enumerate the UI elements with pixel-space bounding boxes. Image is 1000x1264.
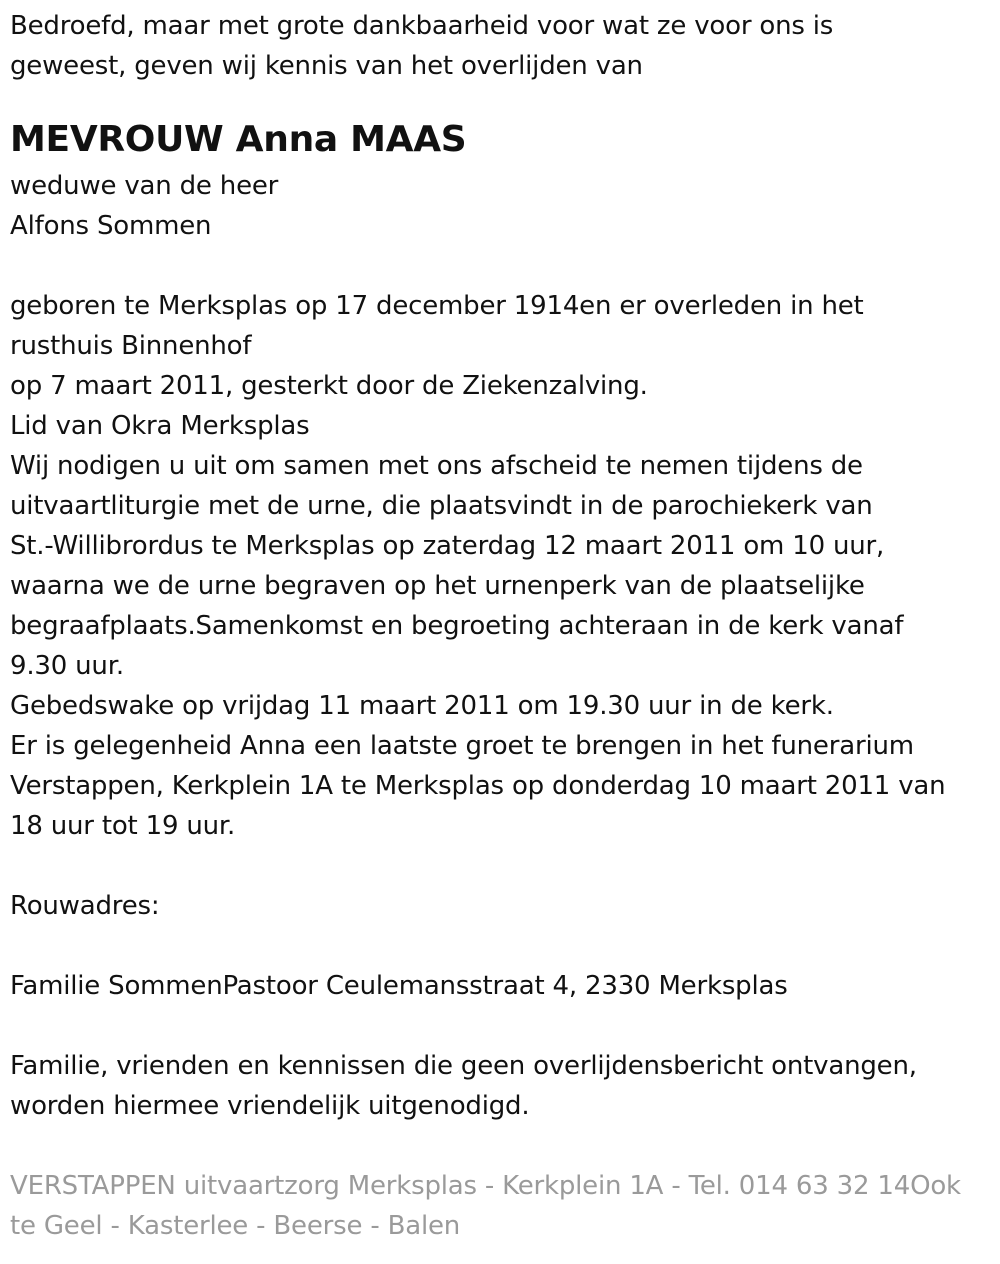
deceased-name: MEVROUW Anna MAAS <box>10 119 467 160</box>
details-line: rusthuis Binnenhof <box>10 331 252 361</box>
relation-line: Alfons Sommen <box>10 211 212 241</box>
details-line: 9.30 uur. <box>10 651 124 681</box>
relation-line: weduwe van de heer <box>10 171 279 201</box>
details-line: uitvaartliturgie met de urne, die plaatsvindt in de parochiekerk van <box>10 491 873 521</box>
relation-text <box>10 166 995 246</box>
intro-line: Bedroefd, maar met grote dankbaarheid voor wat ze voor ons is <box>10 11 834 41</box>
details-line: St.-Willibrordus te Merksplas op zaterdag 12 maart 2011 om 10 uur, <box>10 531 885 561</box>
details-line: Lid van Okra Merksplas <box>10 411 310 441</box>
deceased-name-block <box>10 114 995 166</box>
details-line: 18 uur tot 19 uur. <box>10 811 236 841</box>
obituary-notice <box>10 6 995 1246</box>
details-line: geboren te Merksplas op 17 december 1914en er overleden in het <box>10 291 864 321</box>
mourning-address-label: Rouwadres: <box>10 891 160 921</box>
invitation-text <box>10 1046 995 1126</box>
details-line: op 7 maart 2011, gesterkt door de Ziekenzalving. <box>10 371 648 401</box>
mourning-address-line: Familie SommenPastoor Ceulemansstraat 4, 2330 Merksplas <box>10 971 788 1001</box>
details-line: Er is gelegenheid Anna een laatste groet te brengen in het funerarium <box>10 731 914 761</box>
funeral-home-footer <box>10 1166 995 1246</box>
details-line: begraafplaats.Samenkomst en begroeting achteraan in de kerk vanaf <box>10 611 904 641</box>
details-line: Verstappen, Kerkplein 1A te Merksplas op donderdag 10 maart 2011 van <box>10 771 946 801</box>
footer-line: te Geel - Kasterlee - Beerse - Balen <box>10 1211 461 1241</box>
details-line: Gebedswake op vrijdag 11 maart 2011 om 19.30 uur in de kerk. <box>10 691 834 721</box>
intro-text <box>10 6 995 86</box>
intro-line: geweest, geven wij kennis van het overlijden van <box>10 51 643 81</box>
footer-line: VERSTAPPEN uitvaartzorg Merksplas - Kerkplein 1A - Tel. 014 63 32 14Ook <box>10 1171 961 1201</box>
spacer <box>10 1126 995 1166</box>
spacer <box>10 1006 995 1046</box>
invitation-line: worden hiermee vriendelijk uitgenodigd. <box>10 1091 530 1121</box>
details-text <box>10 286 995 846</box>
spacer <box>10 246 995 286</box>
spacer <box>10 926 995 966</box>
details-line: Wij nodigen u uit om samen met ons afscheid te nemen tijdens de <box>10 451 863 481</box>
invitation-line: Familie, vrienden en kennissen die geen overlijdensbericht ontvangen, <box>10 1051 917 1081</box>
details-line: waarna we de urne begraven op het urnenperk van de plaatselijke <box>10 571 865 601</box>
spacer <box>10 846 995 886</box>
